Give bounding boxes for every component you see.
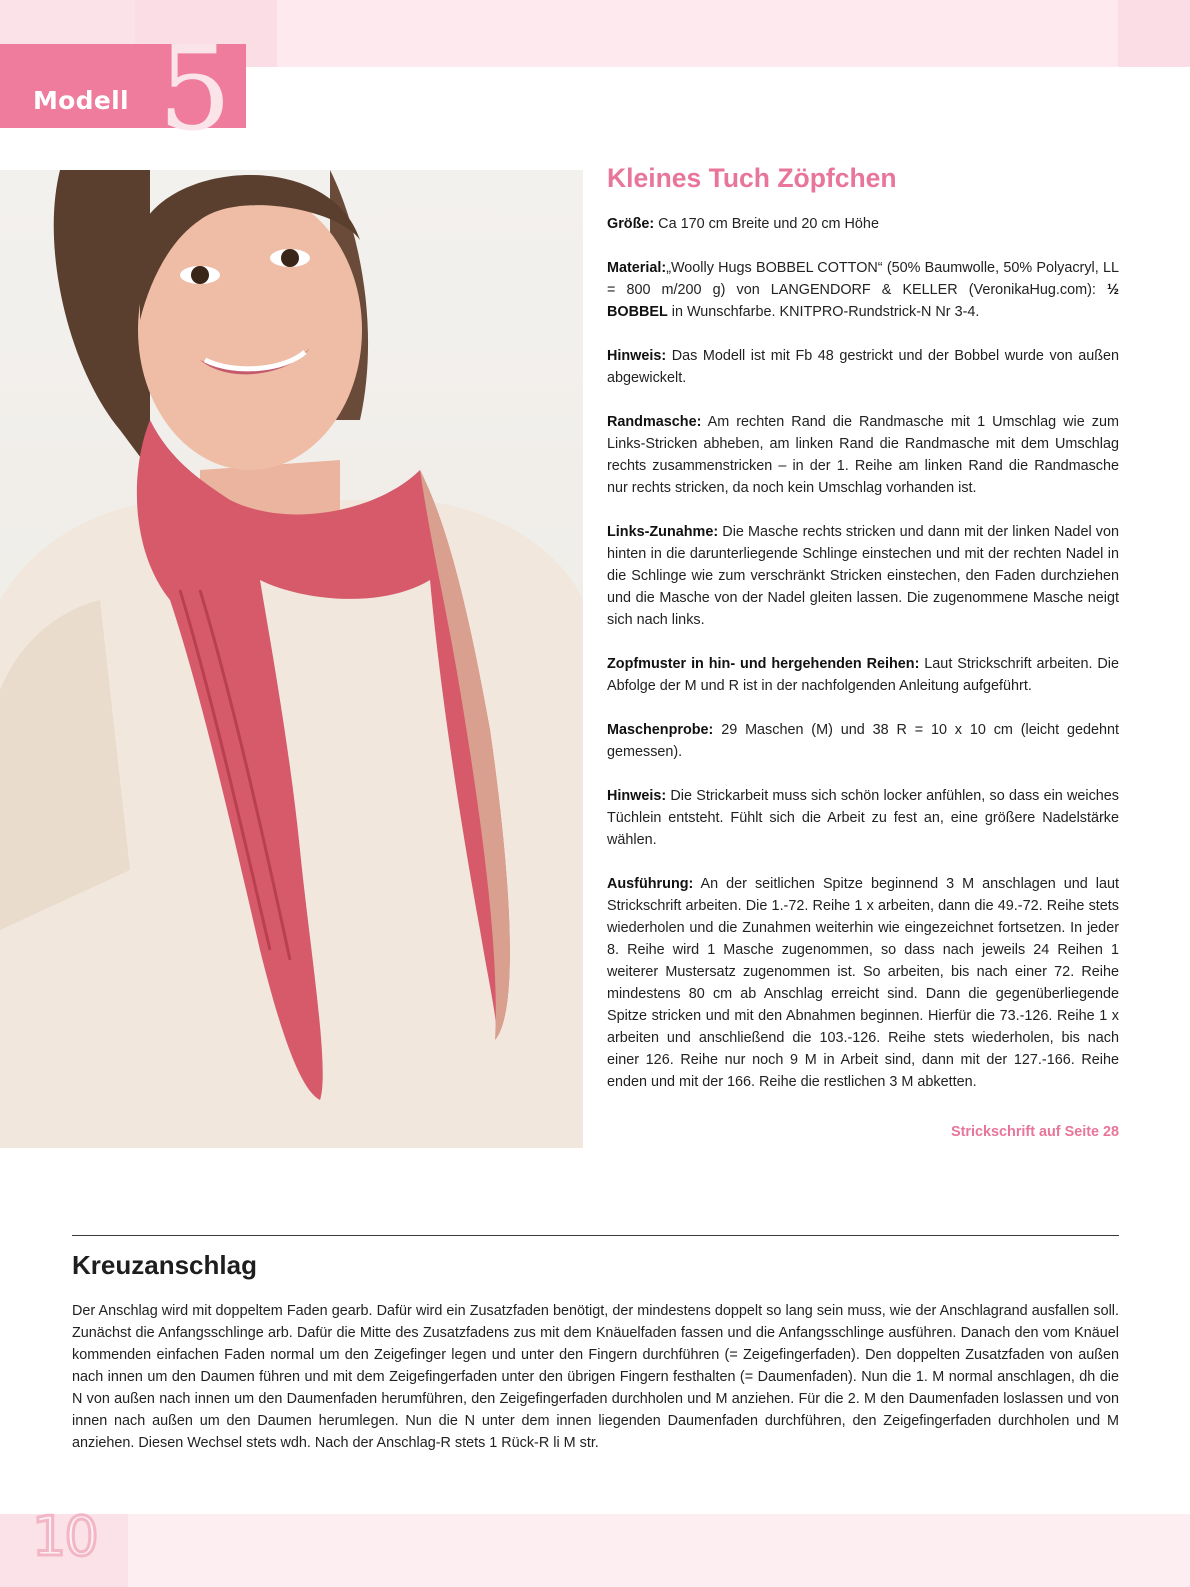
section-divider <box>72 1235 1119 1236</box>
section-text: Laut Strickschrift arbeiten. Die Abfolge der M und R ist in der nachfolgenden Anleitung aufgeführt. <box>607 656 1120 694</box>
modell-label: Modell <box>33 86 129 115</box>
section-label: Material: <box>607 260 667 276</box>
section-label: Ausführung: <box>607 876 694 892</box>
section-note <box>607 345 1119 389</box>
section-text: in Wunschfarbe. KNITPRO-Rundstrick-N Nr 3-4. <box>667 304 980 320</box>
section-gauge <box>607 719 1119 763</box>
section-execution <box>607 873 1119 1093</box>
section-text: „Woolly Hugs BOBBEL COTTON“ (50% Baumwolle, 50% Polyacryl, LL = 800 m/200 g) von LANGENDORF & KELLER (VeronikaHug.com): <box>607 260 1119 298</box>
section-label: Maschenprobe: <box>607 722 714 738</box>
chart-reference: Strickschrift auf Seite 28 <box>951 1124 1119 1140</box>
section-left-increase <box>607 521 1119 631</box>
section-note-2 <box>607 785 1119 851</box>
section-edge-stitch <box>607 411 1119 499</box>
pattern-description <box>607 160 1119 1115</box>
kreuzanschlag-title: Kreuzanschlag <box>72 1250 257 1280</box>
section-label: Hinweis: <box>607 348 667 364</box>
top-decor-block <box>0 0 135 44</box>
top-decor-block <box>1118 0 1190 67</box>
section-text: Die Strickarbeit muss sich schön locker anfühlen, so dass ein weiches Tüchlein entsteht. Fühlt sich die Arbeit zu fest an, eine größere Nadelstärke wählen. <box>607 788 1119 848</box>
section-text: Die Masche rechts stricken und dann mit der linken Nadel von hinten in die darunterliegende Schlinge einstechen und mit der rechten Nadel in die Schlinge wie zum verschränkt Stricken einstechen, den Faden durchziehen und die Masche von der Nadel gleiten lassen. Die zugenommene Masche neigt sich nach links. <box>607 524 1119 628</box>
model-photo <box>0 170 583 1148</box>
page-number: 10 <box>32 1505 97 1568</box>
pattern-title: Kleines Tuch Zöpfchen <box>607 163 897 193</box>
kreuzanschlag-text: Der Anschlag wird mit doppeltem Faden gearb. Dafür wird ein Zusatzfaden benötigt, der mindestens doppelt so lang sein muss, wie der Anschlagrand ausfallen soll. Zunächst die Anfangsschlinge arb. Dafür die Mitte des Zusatzfadens zus mit dem Knäuelfaden fassen und die Anfangsschlinge ausführen. Danach den vom Knäuel kommenden einfachen Faden normal um den Zeigefinger legen und unter den Fingern durchführen (= Zeigefingerfaden). Den doppelten Zusatzfaden von außen nach innen um den Daumen führen und mit dem Zeigefingerfaden unter den übrigen Fingern festhalten (= Daumenfaden). Nun die 1. M normal anschlagen, dh die N von außen nach innen um den Daumenfaden herumführen, den Zeigefingerfaden durchholen und M anziehen. Für die 2. M den Daumenfaden loslassen und von innen nach außen um den Daumen herumlegen. Nun die N unter dem innen liegenden Daumenfaden durchführen, den Zeigefingerfaden durchholen und M anziehen. Diesen Wechsel stets wdh. Nach der Anschlag-R stets 1 Rück-R li M str. <box>72 1303 1119 1451</box>
section-label: Hinweis: <box>607 788 667 804</box>
section-size <box>607 213 1119 235</box>
section-label: Links-Zunahme: <box>607 524 719 540</box>
section-text: Das Modell ist mit Fb 48 gestrickt und der Bobbel wurde von außen abgewickelt. <box>607 348 1119 386</box>
modell-number: 5 <box>158 22 232 157</box>
section-label: Randmasche: <box>607 414 702 430</box>
woman-with-scarf-illustration <box>0 170 583 1148</box>
section-cable-pattern <box>607 653 1119 697</box>
section-text: 29 Maschen (M) und 38 R = 10 x 10 cm (leicht gedehnt gemessen). <box>607 722 1119 760</box>
section-text: Ca 170 cm Breite und 20 cm Höhe <box>654 216 879 232</box>
section-text: An der seitlichen Spitze beginnend 3 M anschlagen und laut Strickschrift arbeiten. Die 1.-72. Reihe 1 x arbeiten, dann die 49.-72. Reihe stets wiederholen und die Zunahmen weiterhin wie eingezeichnet fortsetzen. In jeder 8. Reihe wird 1 Masche zugenommen, so dass nach jeweils 24 Reihen 1 weiterer Mustersatz zugenommen ist. So arbeiten, bis nach einer 72. Reihe mindestens 80 cm ab Anschlag erreicht sind. Dann die gegenüberliegende Spitze stricken und mit den Abnahmen beginnen. Hierfür die 73.-126. Reihe 1 x arbeiten und anschließend die 103.-126. Reihe stets wiederholen, bis nach einer 126. Reihe nur noch 9 M in Arbeit sind, dann mit der 127.-166. Reihe enden und mit der 166. Reihe die restlichen 3 M abketten. <box>607 876 1119 1090</box>
section-material <box>607 257 1119 323</box>
section-label: Zopfmuster in hin- und hergehenden Reihen: <box>607 656 920 672</box>
bottom-decor-band <box>0 1514 1190 1587</box>
section-bold-amount: ½ BOBBEL <box>607 282 1119 320</box>
section-text: Am rechten Rand die Randmasche mit 1 Umschlag wie zum Links-Stricken abheben, am linken Rand die Randmasche mit dem Umschlag rechts zusammenstricken – in der 1. Reihe am linken Rand die Randmasche nur rechts stricken, da noch kein Umschlag vorhanden ist. <box>607 414 1119 496</box>
section-label: Größe: <box>607 216 655 232</box>
